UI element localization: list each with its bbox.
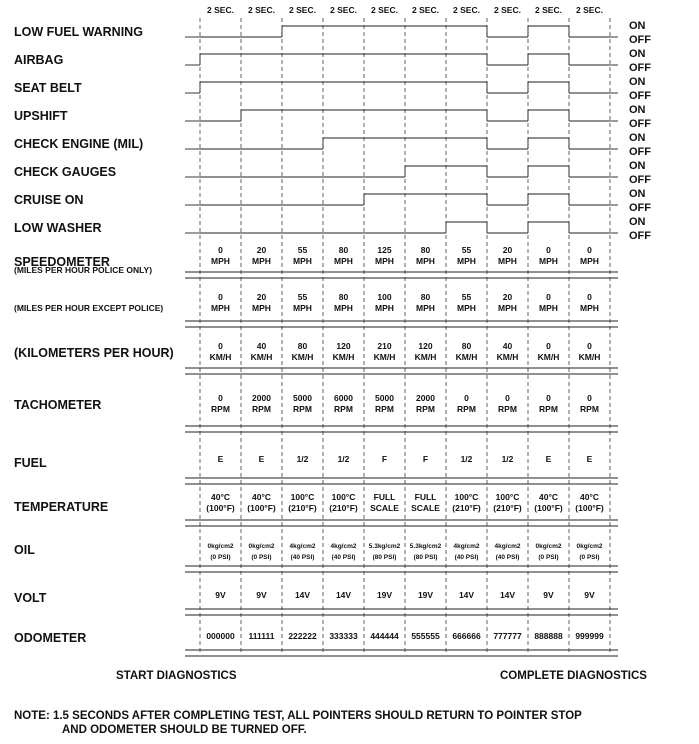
unit-text: RPM	[375, 404, 394, 414]
gauge-label: SPEEDOMETER	[14, 255, 110, 269]
unit-text: (40 PSI)	[331, 554, 356, 561]
value-text: 100	[377, 292, 392, 302]
unit-text: (40 PSI)	[454, 554, 479, 561]
gauge-value	[324, 454, 364, 465]
gauge-label: ODOMETER	[14, 631, 87, 645]
unit-text: MPH	[498, 303, 517, 313]
value-text: 555555	[411, 631, 440, 641]
value-text: 888888	[534, 631, 563, 641]
unit-text: (210°F)	[452, 503, 481, 513]
value-text: 80	[420, 292, 431, 302]
off-label: OFF	[629, 230, 651, 242]
value-text: 55	[461, 292, 472, 302]
unit-text: (210°F)	[288, 503, 317, 513]
on-label: ON	[629, 160, 646, 172]
gauge-value	[324, 590, 364, 601]
signal-label: LOW FUEL WARNING	[14, 25, 143, 39]
unit-text: MPH	[375, 303, 394, 313]
interval-header: 2 SEC.	[248, 5, 275, 15]
gauge-value	[283, 245, 323, 267]
gauge-value	[242, 631, 282, 642]
gauge-value	[365, 631, 405, 642]
value-text: 80	[297, 341, 308, 351]
value-text: 0	[546, 393, 551, 403]
interval-header: 2 SEC.	[535, 5, 562, 15]
value-text: 0	[546, 292, 551, 302]
gauge-value	[242, 393, 282, 415]
value-text: 120	[336, 341, 351, 351]
value-text: 4kg/cm2	[453, 543, 480, 550]
value-text: 1/2	[296, 454, 309, 464]
value-text: 000000	[206, 631, 235, 641]
gauge-value	[283, 393, 323, 415]
value-text: 40	[256, 341, 267, 351]
value-text: 444444	[370, 631, 399, 641]
signal-label: CHECK GAUGES	[14, 165, 117, 179]
gauge-value	[201, 631, 241, 642]
gauge-value	[529, 454, 569, 465]
value-text: 40°C	[539, 492, 558, 502]
gauge-value	[406, 492, 446, 514]
gauge-value	[447, 541, 487, 563]
unit-text: KM/H	[537, 352, 560, 362]
value-text: 14V	[458, 590, 475, 600]
gauge-value	[447, 245, 487, 267]
value-text: 5.3kg/cm2	[368, 543, 401, 550]
value-text: 1/2	[460, 454, 473, 464]
gauge-value	[488, 341, 528, 363]
value-text: 666666	[452, 631, 481, 641]
value-text: 4kg/cm2	[494, 543, 521, 550]
unit-text: KM/H	[455, 352, 478, 362]
value-text: 0	[587, 393, 592, 403]
gauge-label: (MILES PER HOUR EXCEPT POLICE)	[14, 303, 164, 313]
value-text: 0kg/cm2	[535, 543, 562, 550]
value-text: F	[422, 454, 429, 464]
unit-text: (210°F)	[329, 503, 358, 513]
unit-text: MPH	[457, 303, 476, 313]
value-text: 80	[461, 341, 472, 351]
gauge-value	[529, 492, 569, 514]
gauge-value	[201, 393, 241, 415]
gauge-value	[242, 292, 282, 314]
gauge-value	[242, 590, 282, 601]
gauge-value	[365, 492, 405, 514]
gauge-value	[283, 541, 323, 563]
value-text: 80	[338, 245, 349, 255]
unit-text: MPH	[580, 303, 599, 313]
gauge-value	[283, 492, 323, 514]
gauge-value	[529, 341, 569, 363]
value-text: 0kg/cm2	[576, 543, 603, 550]
value-text: 0kg/cm2	[248, 543, 275, 550]
value-text: 120	[418, 341, 433, 351]
gauge-value	[201, 341, 241, 363]
unit-text: RPM	[252, 404, 271, 414]
value-text: 14V	[499, 590, 516, 600]
unit-text: (100°F)	[247, 503, 276, 513]
unit-text: RPM	[416, 404, 435, 414]
gauge-value	[447, 590, 487, 601]
signal-label: LOW WASHER	[14, 221, 102, 235]
gauge-value	[201, 292, 241, 314]
value-text: 1/2	[501, 454, 514, 464]
value-text: 125	[377, 245, 392, 255]
unit-text: MPH	[375, 256, 394, 266]
signal-label: CHECK ENGINE (MIL)	[14, 137, 144, 151]
value-text: E	[217, 454, 224, 464]
unit-text: SCALE	[411, 503, 440, 513]
gauge-value	[406, 454, 446, 465]
on-label: ON	[629, 104, 646, 116]
unit-text: MPH	[539, 256, 558, 266]
gauge-value	[570, 454, 610, 465]
gauge-value	[447, 631, 487, 642]
off-label: OFF	[629, 202, 651, 214]
gauge-value	[406, 590, 446, 601]
unit-text: (40 PSI)	[495, 554, 520, 561]
unit-text: RPM	[211, 404, 230, 414]
value-text: 0	[546, 245, 551, 255]
unit-text: MPH	[252, 256, 271, 266]
value-text: 19V	[376, 590, 393, 600]
unit-text: RPM	[580, 404, 599, 414]
value-text: 9V	[256, 590, 267, 600]
unit-text: (100°F)	[534, 503, 563, 513]
gauge-value	[488, 541, 528, 563]
value-text: 80	[338, 292, 349, 302]
gauge-value	[242, 341, 282, 363]
gauge-value	[365, 454, 405, 465]
gauge-label: TEMPERATURE	[14, 500, 109, 514]
gauge-value	[242, 492, 282, 514]
value-text: 20	[502, 292, 513, 302]
value-text: 6000	[334, 393, 353, 403]
unit-text: RPM	[334, 404, 353, 414]
gauge-value	[406, 341, 446, 363]
gauge-label: (KILOMETERS PER HOUR)	[14, 346, 174, 360]
gauge-sublabel: (MILES PER HOUR POLICE ONLY)	[14, 265, 153, 275]
gauge-value	[488, 631, 528, 642]
interval-header: 2 SEC.	[453, 5, 480, 15]
unit-text: KM/H	[332, 352, 355, 362]
unit-text: (0 PSI)	[579, 554, 600, 561]
unit-text: (100°F)	[206, 503, 235, 513]
unit-text: MPH	[293, 303, 312, 313]
value-text: 5.3kg/cm2	[409, 543, 442, 550]
note-line-2: AND ODOMETER SHOULD BE TURNED OFF.	[62, 724, 307, 736]
off-label: OFF	[629, 174, 651, 186]
unit-text: MPH	[334, 256, 353, 266]
gauge-value	[201, 492, 241, 514]
gauge-value	[488, 245, 528, 267]
gauge-value	[447, 454, 487, 465]
gauge-value	[365, 245, 405, 267]
on-label: ON	[629, 48, 646, 60]
value-text: 55	[461, 245, 472, 255]
signal-label: CRUISE ON	[14, 193, 84, 207]
on-label: ON	[629, 188, 646, 200]
gauge-value	[283, 590, 323, 601]
off-label: OFF	[629, 62, 651, 74]
gauge-value	[365, 341, 405, 363]
unit-text: (80 PSI)	[413, 554, 438, 561]
gauge-value	[406, 393, 446, 415]
on-label: ON	[629, 76, 646, 88]
signal-label: UPSHIFT	[14, 109, 68, 123]
complete-diagnostics-label: COMPLETE DIAGNOSTICS	[500, 670, 647, 682]
unit-text: MPH	[539, 303, 558, 313]
gauge-value	[201, 245, 241, 267]
value-text: 5000	[375, 393, 394, 403]
unit-text: MPH	[580, 256, 599, 266]
value-text: F	[381, 454, 388, 464]
value-text: 100°C	[495, 492, 520, 502]
value-text: 40°C	[211, 492, 230, 502]
value-text: 40°C	[252, 492, 271, 502]
unit-text: KM/H	[209, 352, 232, 362]
gauge-value	[242, 245, 282, 267]
gauge-value	[488, 454, 528, 465]
value-text: 2000	[252, 393, 271, 403]
gauge-label: TACHOMETER	[14, 398, 102, 412]
gauge-value	[324, 492, 364, 514]
value-text: FULL	[373, 492, 396, 502]
unit-text: RPM	[498, 404, 517, 414]
interval-header: 2 SEC.	[412, 5, 439, 15]
value-text: 40°C	[580, 492, 599, 502]
unit-text: SCALE	[370, 503, 399, 513]
off-label: OFF	[629, 146, 651, 158]
value-text: 0	[218, 341, 223, 351]
gauge-value	[406, 631, 446, 642]
gauge-value	[488, 393, 528, 415]
gauge-value	[242, 541, 282, 563]
value-text: 0	[587, 341, 592, 351]
unit-text: (80 PSI)	[372, 554, 397, 561]
value-text: 55	[297, 292, 308, 302]
unit-text: MPH	[416, 303, 435, 313]
value-text: 0	[546, 341, 551, 351]
gauge-value	[447, 341, 487, 363]
unit-text: MPH	[416, 256, 435, 266]
value-text: 111111	[248, 631, 275, 641]
value-text: 333333	[329, 631, 358, 641]
unit-text: MPH	[498, 256, 517, 266]
value-text: 19V	[417, 590, 434, 600]
value-text: 4kg/cm2	[330, 543, 357, 550]
gauge-value	[283, 631, 323, 642]
gauge-value	[529, 292, 569, 314]
gauge-label: OIL	[14, 543, 35, 557]
note-line-1: NOTE: 1.5 SECONDS AFTER COMPLETING TEST, ALL POINTERS SHOULD RETURN TO POINTER STOP	[14, 710, 582, 722]
gauge-value	[365, 590, 405, 601]
value-text: 100°C	[331, 492, 356, 502]
interval-header: 2 SEC.	[330, 5, 357, 15]
unit-text: KM/H	[578, 352, 601, 362]
interval-header: 2 SEC.	[494, 5, 521, 15]
start-diagnostics-label: START DIAGNOSTICS	[116, 670, 237, 682]
off-label: OFF	[629, 118, 651, 130]
unit-text: RPM	[293, 404, 312, 414]
gauge-value	[324, 393, 364, 415]
interval-header: 2 SEC.	[289, 5, 316, 15]
value-text: 0	[587, 292, 592, 302]
gauge-value	[529, 590, 569, 601]
value-text: 210	[377, 341, 392, 351]
value-text: 4kg/cm2	[289, 543, 316, 550]
signal-label: AIRBAG	[14, 53, 64, 67]
value-text: 40	[502, 341, 513, 351]
gauge-value	[529, 541, 569, 563]
unit-text: KM/H	[250, 352, 273, 362]
value-text: 9V	[215, 590, 226, 600]
value-text: 2000	[416, 393, 435, 403]
value-text: E	[258, 454, 265, 464]
gauge-value	[570, 393, 610, 415]
gauge-value	[570, 245, 610, 267]
value-text: 777777	[493, 631, 522, 641]
off-label: OFF	[629, 34, 651, 46]
gauge-value	[324, 631, 364, 642]
gauge-value	[570, 492, 610, 514]
gauge-value	[529, 245, 569, 267]
gauge-value	[365, 292, 405, 314]
unit-text: MPH	[211, 303, 230, 313]
value-text: 0	[218, 393, 223, 403]
gauge-value	[406, 541, 446, 563]
unit-text: (100°F)	[575, 503, 604, 513]
gauge-value	[324, 341, 364, 363]
unit-text: MPH	[211, 256, 230, 266]
value-text: 20	[256, 245, 267, 255]
gauge-value	[365, 541, 405, 563]
gauge-value	[447, 492, 487, 514]
value-text: 0	[218, 245, 223, 255]
value-text: 14V	[294, 590, 311, 600]
unit-text: RPM	[457, 404, 476, 414]
value-text: 222222	[288, 631, 317, 641]
gauge-value	[570, 341, 610, 363]
unit-text: MPH	[457, 256, 476, 266]
gauge-value	[488, 492, 528, 514]
value-text: 0	[587, 245, 592, 255]
value-text: E	[586, 454, 593, 464]
gauge-value	[406, 292, 446, 314]
value-text: 0	[218, 292, 223, 302]
unit-text: MPH	[252, 303, 271, 313]
unit-text: KM/H	[414, 352, 437, 362]
value-text: 999999	[575, 631, 604, 641]
unit-text: MPH	[334, 303, 353, 313]
value-text: E	[545, 454, 552, 464]
value-text: 0	[464, 393, 469, 403]
unit-text: KM/H	[496, 352, 519, 362]
value-text: 0	[505, 393, 510, 403]
value-text: 0kg/cm2	[207, 543, 234, 550]
gauge-value	[324, 541, 364, 563]
gauge-value	[283, 341, 323, 363]
on-label: ON	[629, 216, 646, 228]
value-text: 80	[420, 245, 431, 255]
gauge-value	[406, 245, 446, 267]
gauge-value	[283, 454, 323, 465]
gauge-value	[570, 590, 610, 601]
value-text: 20	[256, 292, 267, 302]
gauge-value	[570, 292, 610, 314]
gauge-value	[488, 590, 528, 601]
unit-text: (0 PSI)	[251, 554, 272, 561]
gauge-value	[324, 292, 364, 314]
gauge-value	[488, 292, 528, 314]
gauge-value	[283, 292, 323, 314]
unit-text: (40 PSI)	[290, 554, 315, 561]
value-text: 14V	[335, 590, 352, 600]
value-text: 100°C	[290, 492, 315, 502]
interval-header: 2 SEC.	[207, 5, 234, 15]
unit-text: RPM	[539, 404, 558, 414]
unit-text: (0 PSI)	[210, 554, 231, 561]
value-text: 9V	[543, 590, 554, 600]
unit-text: MPH	[293, 256, 312, 266]
gauge-value	[529, 393, 569, 415]
unit-text: (0 PSI)	[538, 554, 559, 561]
value-text: 55	[297, 245, 308, 255]
gauge-value	[447, 393, 487, 415]
gauge-value	[324, 245, 364, 267]
gauge-value	[447, 292, 487, 314]
unit-text: KM/H	[373, 352, 396, 362]
gauge-value	[242, 454, 282, 465]
value-text: 1/2	[337, 454, 350, 464]
interval-header: 2 SEC.	[371, 5, 398, 15]
gauge-value	[365, 393, 405, 415]
on-label: ON	[629, 20, 646, 32]
gauge-value	[201, 454, 241, 465]
unit-text: KM/H	[291, 352, 314, 362]
gauge-label: FUEL	[14, 456, 47, 470]
on-label: ON	[629, 132, 646, 144]
signal-label: SEAT BELT	[14, 81, 82, 95]
gauge-value	[201, 541, 241, 563]
value-text: 5000	[293, 393, 312, 403]
value-text: FULL	[414, 492, 437, 502]
gauge-value	[570, 631, 610, 642]
gauge-value	[201, 590, 241, 601]
gauge-value	[570, 541, 610, 563]
gauge-label: VOLT	[14, 591, 47, 605]
off-label: OFF	[629, 90, 651, 102]
interval-header: 2 SEC.	[576, 5, 603, 15]
value-text: 9V	[584, 590, 595, 600]
gauge-value	[529, 631, 569, 642]
value-text: 100°C	[454, 492, 479, 502]
unit-text: (210°F)	[493, 503, 522, 513]
value-text: 20	[502, 245, 513, 255]
